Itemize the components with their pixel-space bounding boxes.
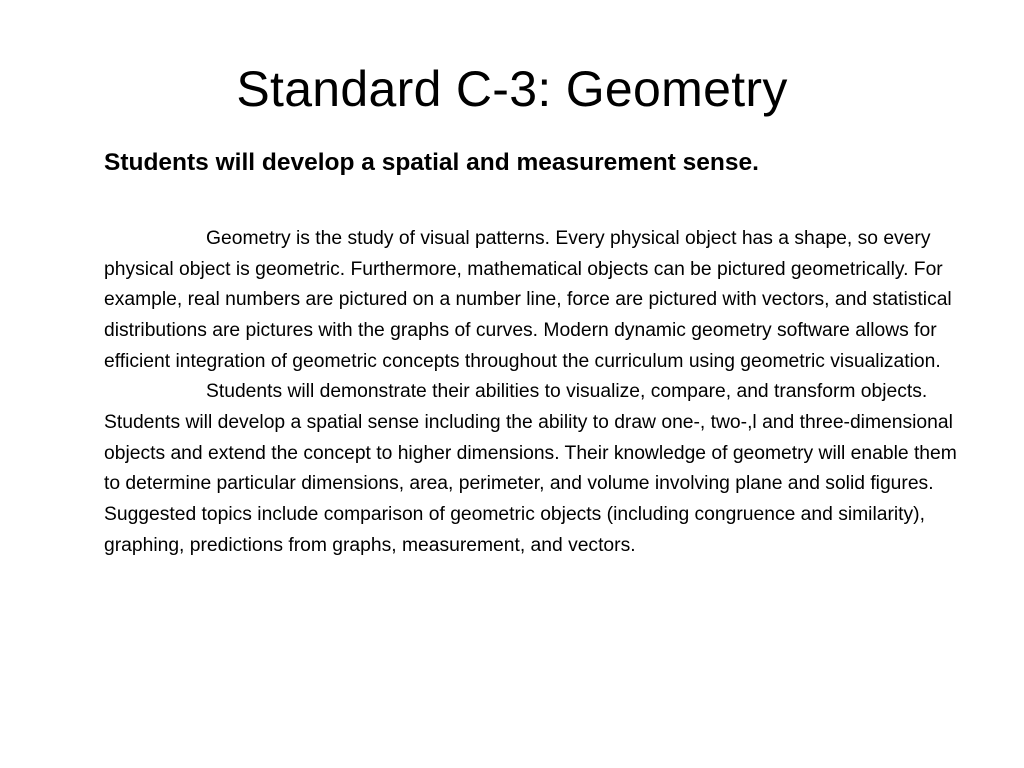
slide-title: Standard C-3: Geometry [236,61,788,117]
slide-content [104,147,966,562]
slide-subtitle: Students will develop a spatial and measurement sense. [104,149,759,176]
body-paragraph-2: Students will demonstrate their abilities to visualize, compare, and transform objects. Students will develop a spatial sense including the ability to draw one-, two-,l and three-dimensional objects and extend the concept to higher dimensions. Their knowledge of geometry will enable them to determine particular dimensions, area, perimeter, and volume involving plane and solid figures. Suggested topics include comparison of geometric objects (including congruence and similarity), graphing, predictions from graphs, measurement, and vectors. [104,381,957,556]
body-paragraph-1: Geometry is the study of visual patterns. Every physical object has a shape, so every physical object is geometric. Furthermore, mathematical objects can be pictured geometrically. For example, real numbers are pictured on a number line, force are pictured with vectors, and statistical distributions are pictures with the graphs of curves. Modern dynamic geometry software allows for efficient integration of geometric concepts throughout the curriculum using geometric visualization. [104,227,952,372]
